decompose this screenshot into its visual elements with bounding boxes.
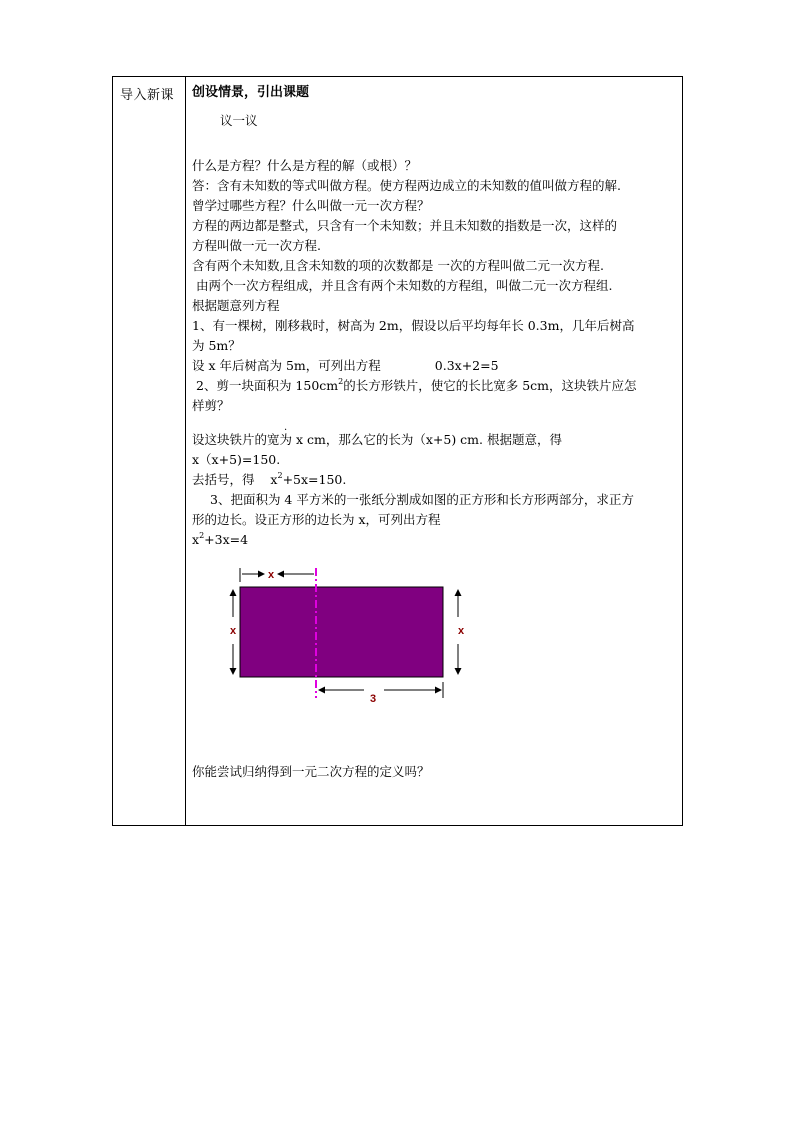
problem-2-expanded-sup: 2: [277, 470, 283, 480]
definition-linear-system: 由两个一次方程组成，并且含有两个未知数的方程组，叫做二元一次方程组.: [196, 278, 613, 293]
stray-dot: [192, 416, 676, 433]
right-x-label: x: [457, 625, 465, 637]
figure-svg: [226, 562, 476, 704]
question-2: 曾学过哪些方程？什么叫做一元一次方程？: [192, 198, 430, 213]
row-label-cell: [113, 77, 186, 826]
bottom-3-label: 3: [369, 693, 377, 704]
problem-2-equation: x（x+5)=150.: [192, 452, 281, 467]
answer-2-line-2: 方程叫做一元一次方程.: [192, 238, 321, 253]
problem-3-eq-rest: +3x=4: [204, 532, 249, 547]
question-1: 什么是方程？什么是方程的解（或根）？: [192, 158, 418, 173]
problem-1-setup-text: 设 x 年后树高为 5m，可列出方程: [192, 358, 381, 373]
problem-1-equation: 0.3x+2=5: [434, 358, 499, 373]
problem-1-line-1: 1、有一棵树，刚移栽时，树高为 2m，假设以后平均每年长 0.3m，几年后树高: [192, 318, 635, 333]
closing-question: 你能尝试归纳得到一元二次方程的定义吗？: [192, 764, 430, 779]
problem-2-expanded: [192, 470, 676, 490]
section-heading: 创设情景，引出课题: [192, 85, 310, 100]
subheading: 议一议: [220, 113, 258, 128]
problem-3-line-1: 3、把面积为 4 平方米的一张纸分割成如图的正方形和长方形两部分，求正方: [210, 492, 634, 507]
problem-3-equation: [192, 530, 676, 550]
answer-1: 答：含有未知数的等式叫做方程。使方程两边成立的未知数的值叫做方程的解.: [192, 178, 621, 193]
top-x-label: x: [267, 569, 275, 581]
problem-1-setup: [192, 356, 676, 376]
problem-3-eq-x: x: [192, 532, 200, 547]
problem-2-setup: 设这块铁片的宽为 x cm，那么它的长为（x+5) cm. 根据题意，得: [192, 432, 562, 447]
problem-2-superscript: 2: [338, 376, 344, 386]
problem-2-text-a: 2、剪一块面积为 150cm: [196, 378, 339, 393]
problem-2-expanded-x: x: [270, 472, 278, 487]
task-instruction: 根据题意列方程: [192, 298, 280, 313]
problem-2-expanded-rest: +5x=150.: [282, 472, 347, 487]
lesson-content: [186, 77, 682, 782]
problem-2-expanded-label: 去括号，得: [192, 472, 255, 487]
stray-dot-mark: .: [284, 422, 288, 433]
lesson-table: [112, 76, 683, 826]
purple-rectangle: [240, 587, 443, 677]
rectangle-figure: [192, 562, 676, 722]
left-x-label: x: [229, 625, 237, 637]
problem-2-text-b: 的长方形铁片，使它的长比宽多 5cm，这块铁片应怎: [343, 378, 637, 393]
problem-3-line-2: 形的边长。设正方形的边长为 x，可列出方程: [192, 512, 441, 527]
table-row: [113, 77, 683, 826]
definition-linear-two-var: 含有两个未知数,且含未知数的项的次数都是 一次的方程叫做二元一次方程.: [192, 258, 604, 273]
content-cell: [186, 77, 683, 826]
problem-3-eq-sup: 2: [199, 530, 205, 540]
problem-2-line-2: 样剪？: [192, 398, 230, 413]
problem-2-line-1: [192, 376, 676, 396]
problem-1-line-2: 为 5m？: [192, 338, 241, 353]
row-label: 导入新课: [120, 88, 175, 103]
answer-2-line-1: 方程的两边都是整式，只含有一个未知数；并且未知数的指数是一次，这样的: [192, 218, 618, 233]
